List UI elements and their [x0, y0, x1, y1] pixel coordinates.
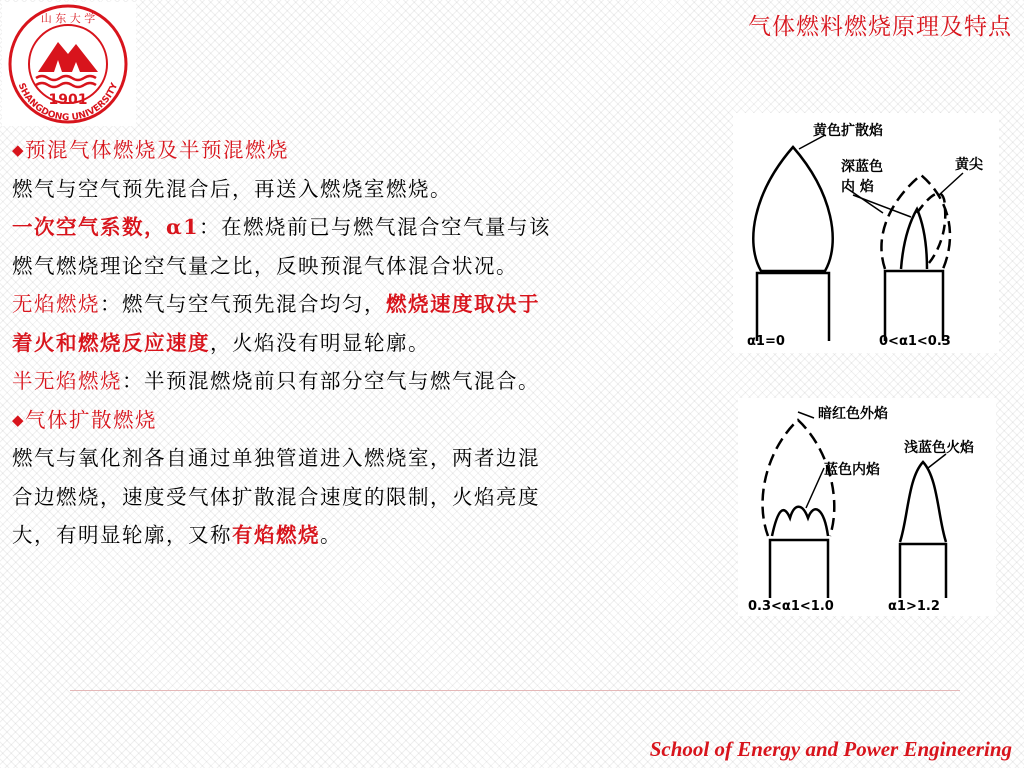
label-blue-inner-2: 内 焰 — [841, 179, 874, 195]
caption-alpha-low: 0<α1<0.3 — [879, 334, 951, 349]
university-logo — [2, 2, 136, 126]
alpha-term: 一次空气系数，α1 — [12, 215, 200, 239]
caption-alpha-high: α1>1.2 — [888, 599, 940, 614]
flameless-definition: 无焰燃烧：燃气与空气预先混合均匀，燃烧速度取决于 — [12, 292, 540, 316]
caption-alpha-zero: α1=0 — [747, 334, 785, 349]
svg-text:山 东 大 学: 山 东 大 学 — [40, 12, 96, 25]
diffusion-flame-left — [753, 147, 832, 271]
heading-diffusion: ◆气体扩散燃烧 — [12, 407, 158, 432]
label-blue-inner: 蓝色内焰 — [824, 462, 880, 478]
diamond-bullet-icon: ◆ — [12, 410, 26, 429]
light-blue-flame — [900, 462, 946, 542]
diffusion-description-1: 燃气与氧化剂各自通过单独管道进入燃烧室，两者边混 — [12, 446, 540, 470]
label-yellow-diffusion: 黄色扩散焰 — [813, 123, 883, 139]
diffusion-flame-figure — [738, 398, 996, 616]
blue-inner-flame — [772, 507, 828, 536]
svg-text:SHANGDONG UNIVERSITY: SHANGDONG UNIVERSITY — [15, 81, 121, 124]
svg-text:1901: 1901 — [48, 92, 88, 108]
diamond-bullet-icon: ◆ — [12, 141, 26, 159]
burner-tube-left — [757, 273, 829, 341]
alpha-definition: 一次空气系数，α1：在燃烧前已与燃气混合空气量与该 — [12, 215, 552, 239]
heading-premix: ◆预混气体燃烧及半预混燃烧 — [12, 138, 290, 162]
burner-tube-right — [885, 271, 943, 341]
label-light-blue: 浅蓝色火焰 — [904, 440, 974, 456]
blue-inner-cone-right — [901, 209, 927, 269]
yellow-flame-right — [881, 175, 950, 269]
body-text — [12, 131, 732, 555]
label-dark-red-outer: 暗红色外焰 — [818, 406, 888, 422]
semi-flameless-term: 半无焰燃烧 — [12, 369, 122, 393]
semi-flameless-definition: 半无焰燃烧：半预混燃烧前只有部分空气与燃气混合。 — [12, 369, 540, 393]
diffusion-description-3: 大，有明显轮廓，又称有焰燃烧。 — [12, 523, 342, 547]
footer-divider — [70, 690, 960, 691]
premix-description: 燃气与空气预先混合后，再送入燃烧室燃烧。 — [12, 176, 452, 201]
burner-tube-right — [900, 544, 946, 598]
flameless-definition-cont: 着火和燃烧反应速度，火焰没有明显轮廓。 — [12, 330, 430, 355]
label-blue-inner-1: 深蓝色 — [841, 159, 883, 175]
footer-school-name: School of Energy and Power Engineering — [649, 737, 1012, 761]
alpha-definition-cont: 燃气燃烧理论空气量之比，反映预混气体混合状况。 — [12, 253, 518, 278]
diffusion-term: 有焰燃烧 — [232, 523, 320, 547]
flameless-term: 无焰燃烧 — [12, 292, 100, 316]
premix-flame-figure — [733, 113, 999, 353]
slide-title: 气体燃料燃烧原理及特点 — [748, 14, 1012, 40]
diffusion-description-2: 合边燃烧，速度受气体扩散混合速度的限制，火焰亮度 — [12, 484, 540, 509]
label-yellow-tip: 黄尖 — [955, 157, 983, 173]
yellow-tip-right — [917, 193, 945, 263]
burner-tube-left — [770, 540, 828, 598]
caption-alpha-mid: 0.3<α1<1.0 — [748, 599, 834, 614]
